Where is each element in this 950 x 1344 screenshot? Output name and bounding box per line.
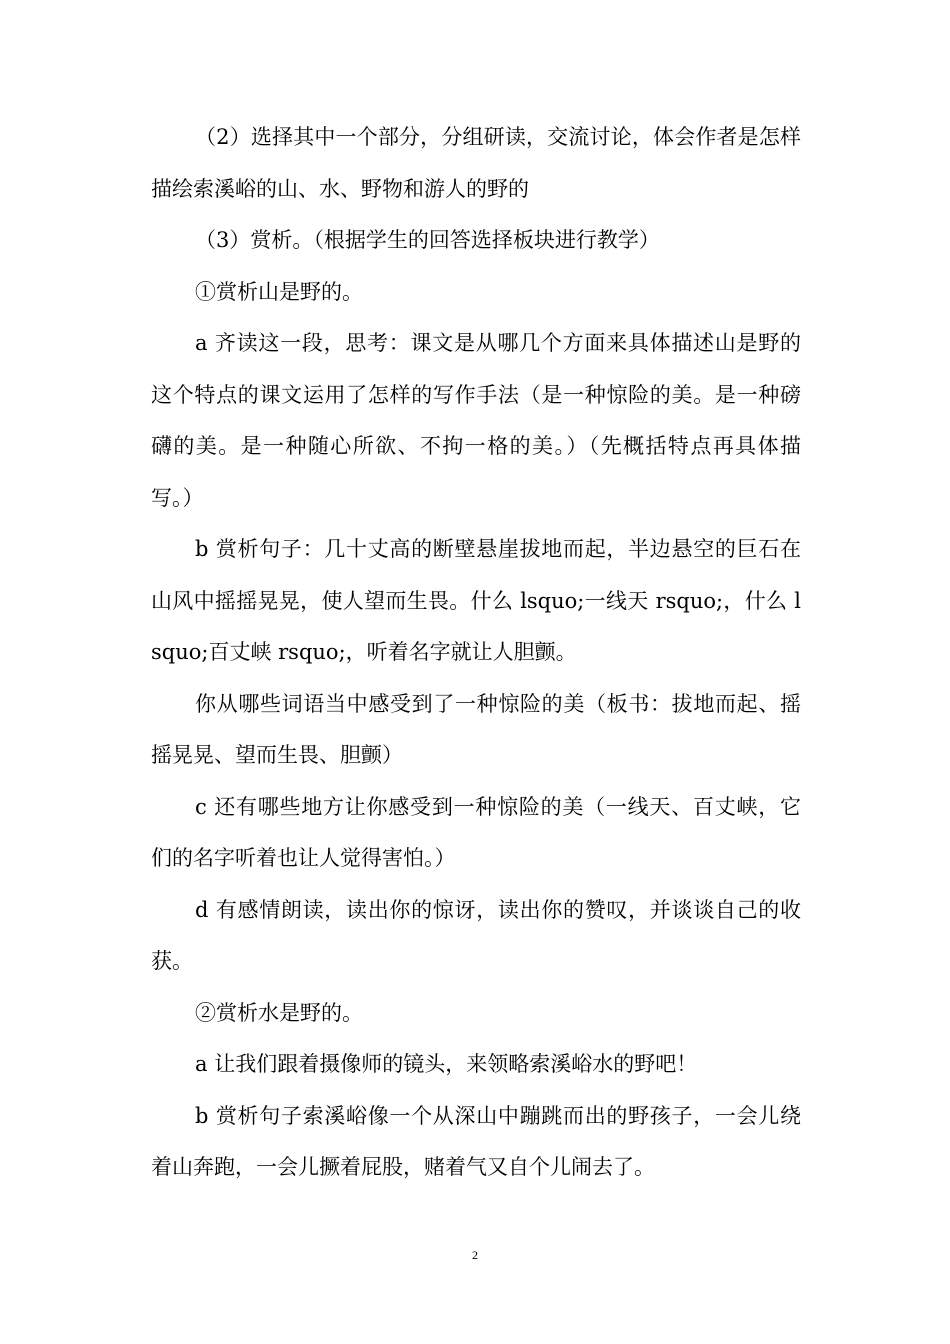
page-content bbox=[151, 112, 801, 1194]
paragraph: （3）赏析。（根据学生的回答选择板块进行教学） bbox=[195, 228, 660, 252]
paragraph: ①赏析山是野的。 bbox=[195, 279, 363, 304]
paragraph: a 让我们跟着摄像师的镜头，来领略索溪峪水的野吧！ bbox=[195, 1052, 698, 1076]
paragraph: 你从哪些词语当中感受到了一种惊险的美（板书：拔地而起、摇摇晃晃、望而生畏、胆颤） bbox=[151, 691, 801, 767]
paragraph: b 赏析句子索溪峪像一个从深山中蹦跳而出的野孩子，一会儿绕着山奔跑，一会儿撅着屁股，赌着气又自个儿闹去了。 bbox=[151, 1103, 801, 1179]
paragraph: a 齐读这一段，思考：课文是从哪几个方面来具体描述山是野的这个特点的课文运用了怎样的写作手法（是一种惊险的美。是一种磅礴的美。是一种随心所欲、不拘一格的美。）（先概括特点再具体描写。） bbox=[151, 331, 801, 510]
paragraph: d 有感情朗读，读出你的惊讶，读出你的赞叹，并谈谈自己的收获。 bbox=[151, 897, 801, 973]
paragraph: c 还有哪些地方让你感受到一种惊险的美（一线天、百丈峡，它们的名字听着也让人觉得害怕。） bbox=[151, 794, 801, 870]
page-number: 2 bbox=[472, 1248, 478, 1262]
paragraph: ②赏析水是野的。 bbox=[195, 1000, 363, 1025]
paragraph: b 赏析句子：几十丈高的断壁悬崖拔地而起，半边悬空的巨石在山风中摇摇晃晃，使人望而生畏。什么 lsquo;一线天 rsquo;，什么 lsquo;百丈峡 rsquo;，听着名字就让人胆颤。 bbox=[151, 537, 801, 664]
paragraph: （2）选择其中一个部分，分组研读，交流讨论，体会作者是怎样描绘索溪峪的山、水、野物和游人的野的 bbox=[151, 125, 801, 201]
